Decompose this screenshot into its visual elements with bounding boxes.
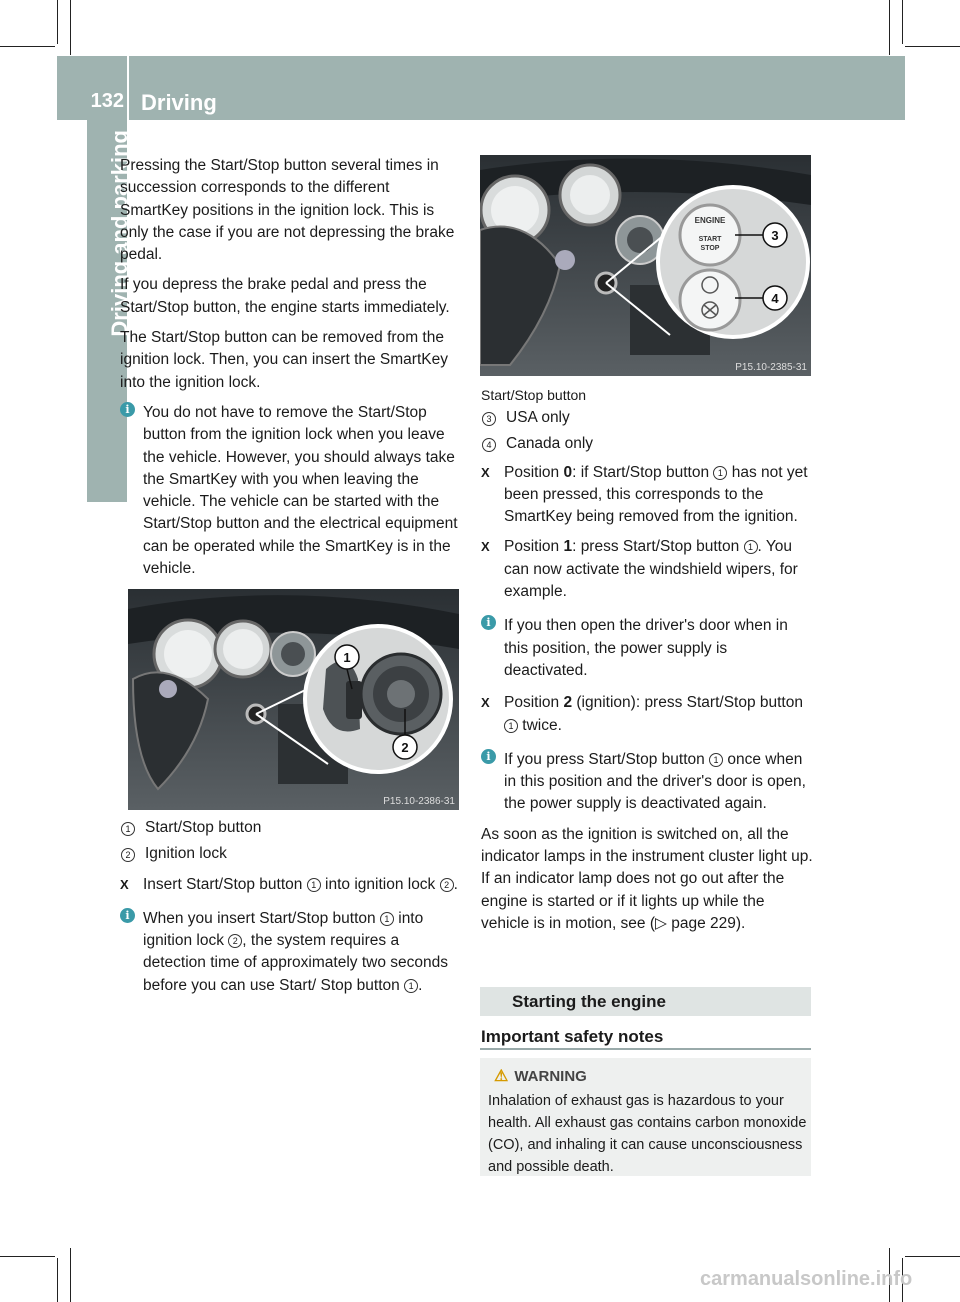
step-arrow-icon: X bbox=[120, 876, 129, 892]
callout-number: 1 bbox=[713, 466, 727, 480]
crop-mark bbox=[57, 1258, 58, 1302]
right-column-text bbox=[481, 407, 813, 943]
svg-text:2: 2 bbox=[401, 740, 409, 755]
crop-mark bbox=[889, 0, 890, 55]
warning-text: Inhalation of exhaust gas is hazardous to your health. All exhaust gas contains carbon monoxide (CO), and inhaling it can cause unconsciousness and possible death. bbox=[488, 1093, 807, 1175]
step-arrow-icon: X bbox=[481, 695, 490, 711]
callout-number: 2 bbox=[121, 848, 135, 862]
legend-text: USA only bbox=[506, 409, 570, 426]
warning-icon: ⚠ bbox=[494, 1068, 509, 1085]
figure-caption: Start/Stop button bbox=[481, 387, 587, 403]
header-divider bbox=[127, 56, 129, 120]
step-item: X Position 1: press Start/Stop button 1 . You can now activate the windshield wipers, for example. bbox=[481, 538, 798, 601]
crop-mark bbox=[57, 0, 58, 44]
left-column-text bbox=[120, 155, 461, 588]
crop-mark bbox=[0, 46, 55, 47]
paragraph: If you depress the brake pedal and press the Start/Stop button, the engine starts immediately. bbox=[120, 276, 450, 316]
legend-item bbox=[120, 817, 461, 839]
start-stop-button-photo bbox=[480, 155, 811, 376]
step-item: X Insert Start/Stop button 1 into ignition lock 2 . bbox=[120, 874, 461, 896]
left-column-lower bbox=[120, 817, 461, 1005]
info-icon: i bbox=[120, 908, 135, 923]
info-note: i If you then open the driver's door when in this position, the power supply is deactivated. bbox=[481, 615, 813, 682]
callout-number: 1 bbox=[504, 719, 518, 733]
callout-number: 3 bbox=[482, 412, 496, 426]
legend-text: Canada only bbox=[506, 435, 594, 453]
step-arrow-icon: X bbox=[481, 539, 490, 555]
svg-text:3: 3 bbox=[771, 228, 779, 243]
step-item: X Position 2 (ignition): press Start/Stop button 1 twice. bbox=[481, 694, 803, 734]
paragraph: The Start/Stop button can be removed from the ignition lock. Then, you can insert the SmartKey into the ignition lock. bbox=[120, 329, 448, 391]
info-note: i If you press Start/Stop button 1 once when in this position and the driver's door is open, the power supply is deactivated again. bbox=[481, 749, 813, 816]
crop-mark bbox=[0, 1256, 55, 1257]
info-note: i When you insert Start/Stop button 1 into ignition lock 2 , the system requires a detection time of approximately two seconds before you can use Start/ Stop button 1 . bbox=[120, 908, 461, 997]
svg-text:4: 4 bbox=[771, 291, 779, 306]
step-arrow-icon: X bbox=[481, 464, 490, 480]
subsection-title: Important safety notes bbox=[481, 1027, 664, 1046]
callout-number: 1 bbox=[404, 979, 418, 993]
watermark: carmanualsonline.info bbox=[700, 1268, 913, 1290]
page-number: 132 bbox=[90, 90, 124, 112]
crop-mark bbox=[70, 1248, 71, 1302]
callout-number: 2 bbox=[228, 934, 242, 948]
ignition-lock-photo bbox=[128, 589, 459, 810]
warning-heading: ⚠ WARNING bbox=[494, 1068, 587, 1085]
callout-number: 2 bbox=[440, 878, 454, 892]
chapter-title: Driving bbox=[141, 90, 217, 115]
info-icon: i bbox=[481, 615, 496, 630]
info-note bbox=[120, 402, 461, 580]
callout-number: 1 bbox=[380, 912, 394, 926]
callout-number: 1 bbox=[307, 878, 321, 892]
start-label: START bbox=[698, 236, 722, 243]
callout-number: 1 bbox=[709, 753, 723, 767]
engine-label: ENGINE bbox=[694, 216, 726, 225]
start-stop-illustration bbox=[480, 155, 811, 376]
stop-label: STOP bbox=[700, 245, 720, 252]
legend-text: Start/Stop button bbox=[145, 819, 262, 836]
svg-text:1: 1 bbox=[343, 650, 351, 665]
crop-mark bbox=[902, 0, 903, 44]
info-text: You do not have to remove the Start/Stop button from the ignition lock when you leave the vehicle. However, you should always take the SmartKey with you when leaving the vehicle. The vehicle can be started with the Start/Stop button and the electrical equipment can be operated while the SmartKey is in the vehicle. bbox=[143, 403, 458, 578]
section-title: Starting the engine bbox=[512, 992, 666, 1011]
legend-item bbox=[481, 407, 813, 429]
crop-mark bbox=[905, 46, 960, 47]
legend-text: Ignition lock bbox=[145, 845, 227, 863]
legend-item bbox=[481, 433, 813, 455]
step-item: X Position 0: if Start/Stop button 1 has not yet been pressed, this corresponds to the SmartKey being removed from the ignition. bbox=[481, 463, 808, 526]
crop-mark bbox=[70, 0, 71, 55]
photo-code: P15.10-2385-31 bbox=[735, 362, 807, 373]
legend-item bbox=[120, 843, 461, 865]
info-icon: i bbox=[481, 749, 496, 764]
crop-mark bbox=[905, 1256, 960, 1257]
callout-number: 1 bbox=[121, 822, 135, 836]
ignition-lock-illustration bbox=[128, 589, 459, 810]
paragraph: As soon as the ignition is switched on, all the indicator lamps in the instrument cluster light up. If an indicator lamp does not go out after the engine is started or if it lights up while the vehicle is in motion, see (▷ page 229). bbox=[481, 825, 813, 932]
paragraph: Pressing the Start/Stop button several times in succession corresponds to the different SmartKey positions in the ignition lock. This is only the case if you are not depressing the brake pedal. bbox=[120, 157, 455, 264]
side-tab-label: Driving and parking bbox=[107, 130, 132, 337]
subsection-rule bbox=[480, 1048, 811, 1050]
callout-number: 1 bbox=[744, 540, 758, 554]
callout-number: 4 bbox=[482, 438, 496, 452]
photo-code: P15.10-2386-31 bbox=[383, 796, 455, 807]
info-icon: i bbox=[120, 402, 135, 417]
